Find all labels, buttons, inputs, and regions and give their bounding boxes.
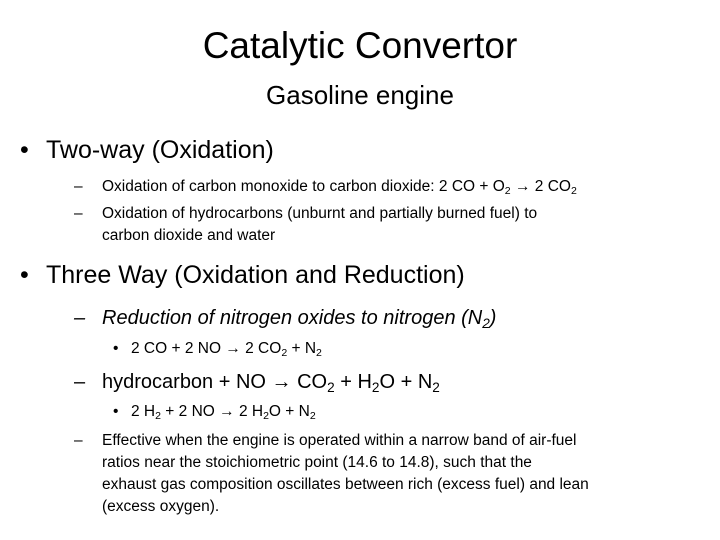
bullet-icon: • <box>113 403 119 420</box>
co-oxidation-item <box>74 176 682 198</box>
subscript: 2 <box>482 315 490 331</box>
co-oxidation-product: → 2 CO <box>510 178 571 195</box>
dash-icon: – <box>74 432 83 449</box>
hydrocarbon-item <box>74 368 682 396</box>
equation-part: 2 CO + 2 NO → 2 CO <box>131 340 282 357</box>
two-way-heading: Two-way (Oxidation) <box>46 136 274 164</box>
subscript: 2 <box>327 379 335 395</box>
reduction-item <box>74 304 682 332</box>
dash-icon: – <box>74 178 83 195</box>
dash-icon: – <box>74 307 86 329</box>
three-way-heading: Three Way (Oxidation and Reduction) <box>46 261 465 289</box>
equation-part: O + N <box>268 403 310 420</box>
subscript: 2 <box>316 346 322 359</box>
bullet-icon: • <box>113 340 119 357</box>
dash-icon: – <box>74 371 86 393</box>
subscript: 2 <box>263 409 269 422</box>
effective-line1: Effective when the engine is operated within a narrow band of air-fuel <box>102 432 577 449</box>
effective-line2: ratios near the stoichiometric point (14.6 to 14.8), such that the <box>102 454 532 471</box>
slide-title: Catalytic Convertor <box>202 25 518 66</box>
subscript: 2 <box>371 379 380 395</box>
reduction-text: Reduction of nitrogen oxides to nitrogen (N <box>102 307 483 329</box>
hydrocarbon-oxidation-line1: Oxidation of hydrocarbons (unburnt and partially burned fuel) to <box>102 205 538 222</box>
equation-part: O + N <box>379 371 433 393</box>
subscript: 2 <box>504 184 511 197</box>
equation-part: + N <box>287 340 317 357</box>
slide-subtitle: Gasoline engine <box>266 80 454 110</box>
hydrocarbon-oxidation-line2: carbon dioxide and water <box>102 227 276 244</box>
hydrocarbon-oxidation-item <box>74 203 682 247</box>
subscript: 2 <box>309 409 316 422</box>
equation-part: + 2 NO → 2 H <box>160 403 264 420</box>
effective-line4: (excess oxygen). <box>102 498 220 515</box>
reduction-close: ) <box>489 307 497 329</box>
subscript: 2 <box>155 409 161 422</box>
equation-part: 2 H <box>131 403 156 420</box>
equation-part: hydrocarbon + NO → CO <box>102 371 328 393</box>
dash-icon: – <box>74 205 83 222</box>
subscript: 2 <box>570 184 577 197</box>
subscript: 2 <box>432 379 440 395</box>
effective-line3: exhaust gas composition oscillates between rich (excess fuel) and lean <box>102 476 589 493</box>
bullet-icon: • <box>20 261 29 289</box>
two-way-heading-item <box>20 134 706 166</box>
hydrocarbon-equation-item <box>113 401 631 423</box>
three-way-heading-item <box>20 259 706 291</box>
co-oxidation-text: Oxidation of carbon monoxide to carbon dioxide: 2 CO + O <box>102 178 505 195</box>
reduction-equation-item <box>113 338 631 360</box>
effective-item <box>74 430 682 518</box>
subscript: 2 <box>281 346 288 359</box>
equation-part: + H <box>334 371 372 393</box>
bullet-icon: • <box>20 136 29 164</box>
